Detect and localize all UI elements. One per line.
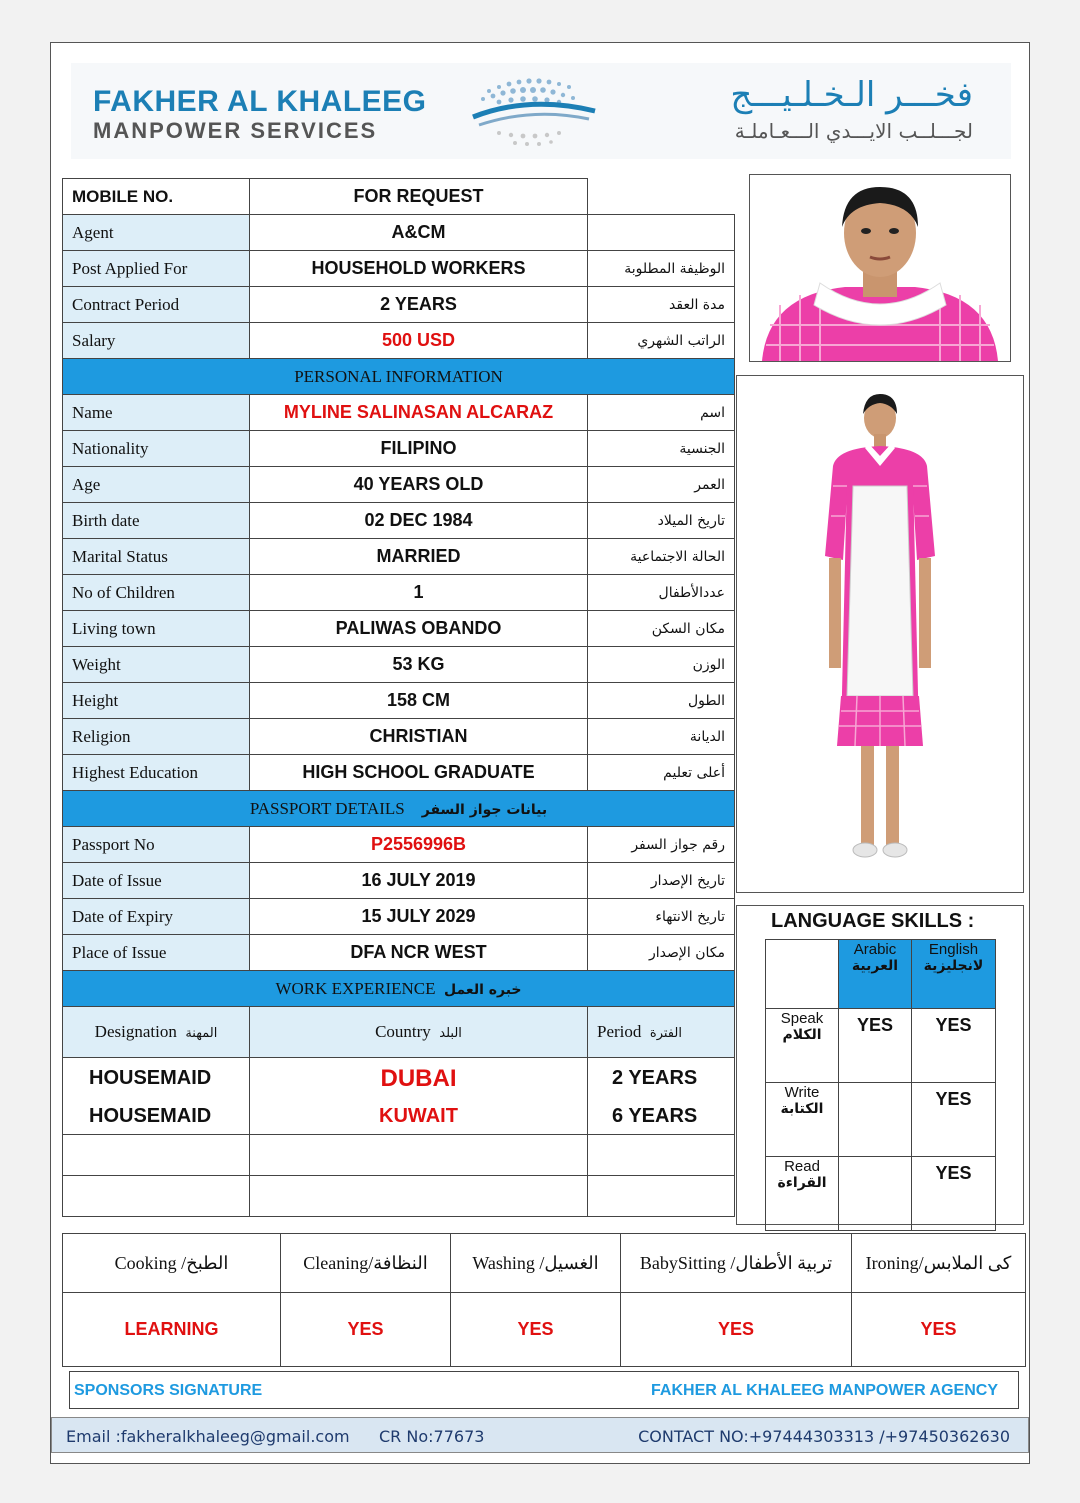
skill-header-babysitting: BabySitting /تربية الأطفال — [621, 1234, 852, 1293]
skill-header-cleaning: Cleaning/النظافة — [281, 1234, 451, 1293]
language-header-row — [766, 940, 996, 1009]
table-row — [63, 755, 735, 791]
salary-label-ar: الراتب الشهري — [588, 323, 735, 359]
field-label: Birth date — [63, 503, 250, 539]
table-row — [63, 287, 735, 323]
english-value: YES — [912, 1157, 996, 1231]
contract-label: Contract Period — [63, 287, 250, 323]
skill-value-washing: YES — [451, 1293, 621, 1367]
field-label: Passport No — [63, 827, 250, 863]
field-value: PALIWAS OBANDO — [250, 611, 588, 647]
table-row — [63, 251, 735, 287]
field-label: No of Children — [63, 575, 250, 611]
skill-header-ironing: Ironing/کی الملابس — [852, 1234, 1026, 1293]
field-label: Living town — [63, 611, 250, 647]
field-label-ar: تاريخ الانتهاء — [588, 899, 735, 935]
field-value: FILIPINO — [250, 431, 588, 467]
field-label: Age — [63, 467, 250, 503]
field-value: 16 JULY 2019 — [250, 863, 588, 899]
work-period: 2 YEARS — [588, 1058, 735, 1100]
skill-label: Speak — [780, 1010, 824, 1027]
personal-info-title: PERSONAL INFORMATION — [63, 359, 735, 395]
table-row — [63, 863, 735, 899]
field-label-ar: تاريخ الإصدار — [588, 863, 735, 899]
field-value: 53 KG — [250, 647, 588, 683]
header-banner — [71, 63, 1011, 159]
signature-bar — [69, 1371, 1019, 1409]
table-row — [63, 827, 735, 863]
contract-value: 2 YEARS — [250, 287, 588, 323]
post-value: HOUSEHOLD WORKERS — [250, 251, 588, 287]
field-label-ar: تاريخ الميلاد — [588, 503, 735, 539]
period-header: Period الفترة — [588, 1007, 735, 1058]
contact-footer — [51, 1417, 1029, 1453]
sponsor-signature-label: SPONSORS SIGNATURE — [74, 1382, 263, 1399]
email-text: Email :fakheralkhaleeg@gmail.com — [66, 1427, 350, 1446]
agent-value: A&CM — [250, 215, 588, 251]
language-row: Write الكتابة YES — [766, 1083, 996, 1157]
language-row: Speak الكلام YES YES — [766, 1009, 996, 1083]
section-header — [63, 971, 735, 1007]
field-label-ar: مكان السكن — [588, 611, 735, 647]
field-label-ar: رقم جواز السفر — [588, 827, 735, 863]
skill-value-cleaning: YES — [281, 1293, 451, 1367]
field-label-ar: الحالة الاجتماعية — [588, 539, 735, 575]
full-body-image — [737, 376, 1023, 892]
work-designation: HOUSEMAID — [63, 1058, 250, 1100]
field-value: 15 JULY 2029 — [250, 899, 588, 935]
post-label-ar: الوظيفة المطلوبة — [588, 251, 735, 287]
field-label: Marital Status — [63, 539, 250, 575]
skills-table — [62, 1233, 1026, 1367]
table-row — [63, 683, 735, 719]
field-label-ar: الديانة — [588, 719, 735, 755]
skill-label: Write — [784, 1084, 820, 1101]
field-value: MARRIED — [250, 539, 588, 575]
field-label: Date of Expiry — [63, 899, 250, 935]
company-subtitle-ar: لجـــلــب الايـــدي الـــعـاملـة — [734, 119, 973, 143]
field-label: Place of Issue — [63, 935, 250, 971]
skill-header-cooking: Cooking /الطبخ — [63, 1234, 281, 1293]
country-header: Country البلد — [250, 1007, 588, 1058]
designation-header: Designation المهنة — [63, 1007, 250, 1058]
field-label: Name — [63, 395, 250, 431]
skill-value-cooking: LEARNING — [63, 1293, 281, 1367]
field-label-ar: الطول — [588, 683, 735, 719]
arabic-value — [839, 1157, 912, 1231]
english-value: YES — [912, 1009, 996, 1083]
table-row — [63, 503, 735, 539]
work-designation: HOUSEMAID — [63, 1100, 250, 1135]
post-label: Post Applied For — [63, 251, 250, 287]
field-label-ar: عددالأطفال — [588, 575, 735, 611]
table-row — [63, 647, 735, 683]
field-label: Religion — [63, 719, 250, 755]
name-value: MYLINE SALINASAN ALCARAZ — [250, 395, 588, 431]
language-skills-title: LANGUAGE SKILLS : — [771, 910, 975, 932]
work-country: DUBAI — [250, 1058, 588, 1100]
arabic-value: YES — [839, 1009, 912, 1083]
work-header-row — [63, 1007, 735, 1058]
skills-value-row — [63, 1293, 1026, 1367]
english-value: YES — [912, 1083, 996, 1157]
work-row-empty — [63, 1134, 735, 1175]
field-value: CHRISTIAN — [250, 719, 588, 755]
language-skills-panel — [736, 905, 1024, 1225]
passport-details-title: PASSPORT DETAILS بيانات جواز السفر — [63, 791, 735, 827]
field-label-ar: العمر — [588, 467, 735, 503]
company-name-ar: فخـــر الـخـلـيـــج — [730, 75, 973, 115]
field-label-ar: مكان الإصدار — [588, 935, 735, 971]
field-label: Nationality — [63, 431, 250, 467]
mobile-value: FOR REQUEST — [250, 179, 588, 215]
field-label: Weight — [63, 647, 250, 683]
field-value: 40 YEARS OLD — [250, 467, 588, 503]
table-row — [63, 539, 735, 575]
table-row — [63, 179, 735, 215]
field-label-ar: اسم — [588, 395, 735, 431]
skill-header-washing: Washing /الغسيل — [451, 1234, 621, 1293]
work-country: KUWAIT — [250, 1100, 588, 1135]
contact-number-text: CONTACT NO:+97444303313 /+97450362630 — [638, 1427, 1010, 1446]
field-value: HIGH SCHOOL GRADUATE — [250, 755, 588, 791]
table-row — [63, 323, 735, 359]
skill-value-babysitting: YES — [621, 1293, 852, 1367]
cr-number-text: CR No:77673 — [379, 1427, 485, 1446]
passport-number-value: P2556996B — [250, 827, 588, 863]
skill-value-ironing: YES — [852, 1293, 1026, 1367]
salary-label: Salary — [63, 323, 250, 359]
field-value: DFA NCR WEST — [250, 935, 588, 971]
language-row: Read القراءة YES — [766, 1157, 996, 1231]
company-name-en: FAKHER AL KHALEEG — [93, 85, 427, 118]
portrait-image — [750, 175, 1010, 361]
field-label-ar: الوزن — [588, 647, 735, 683]
skill-label: Read — [784, 1158, 820, 1175]
table-row — [63, 467, 735, 503]
section-header — [63, 359, 735, 395]
field-label-ar: أعلى تعليم — [588, 755, 735, 791]
company-subtitle-en: MANPOWER SERVICES — [93, 118, 378, 143]
agent-label: Agent — [63, 215, 250, 251]
table-row — [63, 935, 735, 971]
table-row — [63, 575, 735, 611]
field-label: Date of Issue — [63, 863, 250, 899]
salary-value: 500 USD — [250, 323, 588, 359]
field-label-ar: الجنسية — [588, 431, 735, 467]
table-row — [63, 899, 735, 935]
details-table — [62, 178, 735, 1217]
field-value: 02 DEC 1984 — [250, 503, 588, 539]
contract-label-ar: مدة العقد — [588, 287, 735, 323]
company-logo-icon — [469, 71, 599, 151]
work-row-empty — [63, 1175, 735, 1216]
section-header — [63, 791, 735, 827]
table-row — [63, 215, 735, 251]
skills-header-row — [63, 1234, 1026, 1293]
work-row — [63, 1100, 735, 1135]
table-row — [63, 719, 735, 755]
language-skills-table — [765, 939, 996, 1231]
arabic-column-header: Arabic العربية — [839, 940, 912, 1009]
cv-page — [50, 42, 1030, 1464]
work-period: 6 YEARS — [588, 1100, 735, 1135]
table-row — [63, 431, 735, 467]
field-label: Height — [63, 683, 250, 719]
mobile-label: MOBILE NO. — [63, 179, 250, 215]
agency-signature-label: FAKHER AL KHALEEG MANPOWER AGENCY — [651, 1382, 998, 1399]
table-row — [63, 395, 735, 431]
work-experience-title: WORK EXPERIENCE خبره العمل — [63, 971, 735, 1007]
portrait-photo — [749, 174, 1011, 362]
full-body-photo — [736, 375, 1024, 893]
arabic-value — [839, 1083, 912, 1157]
field-value: 158 CM — [250, 683, 588, 719]
work-row — [63, 1058, 735, 1100]
english-column-header: English لانجليزية — [912, 940, 996, 1009]
field-value: 1 — [250, 575, 588, 611]
table-row — [63, 611, 735, 647]
field-label: Highest Education — [63, 755, 250, 791]
